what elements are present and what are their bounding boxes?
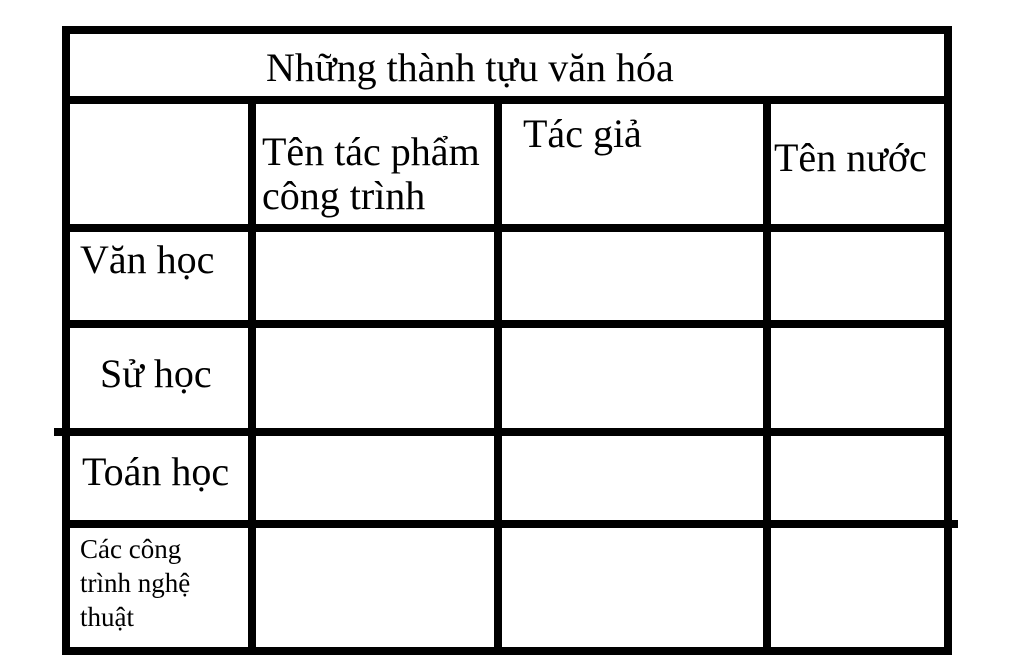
table-border-left — [62, 26, 70, 655]
row-label-art — [80, 532, 240, 634]
row-divider-3 — [62, 520, 958, 528]
row-label-art-line1: Các công — [80, 534, 182, 564]
row-label-art-line2: trình nghệ — [80, 568, 191, 598]
cell-literature-work — [256, 232, 494, 320]
cell-art-work — [256, 528, 494, 647]
table-border-bottom — [62, 647, 952, 655]
header-country: Tên nước — [774, 135, 927, 180]
cell-art-author — [502, 528, 763, 647]
row-label-mathematics: Toán học — [82, 449, 230, 494]
row-label-literature: Văn học — [80, 237, 215, 282]
cell-math-author — [502, 436, 763, 520]
column-divider-3 — [763, 96, 771, 655]
header-work-name — [262, 130, 480, 218]
header-work-name-line1: Tên tác phẩm — [262, 129, 480, 174]
cell-math-country — [771, 436, 944, 520]
table-title: Những thành tựu văn hóa — [266, 45, 674, 90]
cell-history-country — [771, 328, 944, 428]
cell-math-work — [256, 436, 494, 520]
row-label-history: Sử học — [100, 351, 212, 396]
cell-literature-author — [502, 232, 763, 320]
cell-history-author — [502, 328, 763, 428]
achievements-table — [62, 26, 952, 655]
cell-history-work — [256, 328, 494, 428]
header-author: Tác giả — [523, 111, 642, 156]
table-border-right — [944, 26, 952, 655]
header-divider — [62, 224, 952, 232]
header-work-name-line2: công trình — [262, 173, 426, 218]
cell-literature-country — [771, 232, 944, 320]
row-label-art-line3: thuật — [80, 602, 134, 632]
table-border-top — [62, 26, 952, 34]
column-divider-2 — [494, 96, 502, 655]
title-divider — [62, 96, 952, 104]
column-divider-1 — [248, 96, 256, 655]
row-divider-1 — [62, 320, 952, 328]
cell-art-country — [771, 528, 944, 647]
row-divider-2 — [54, 428, 952, 436]
